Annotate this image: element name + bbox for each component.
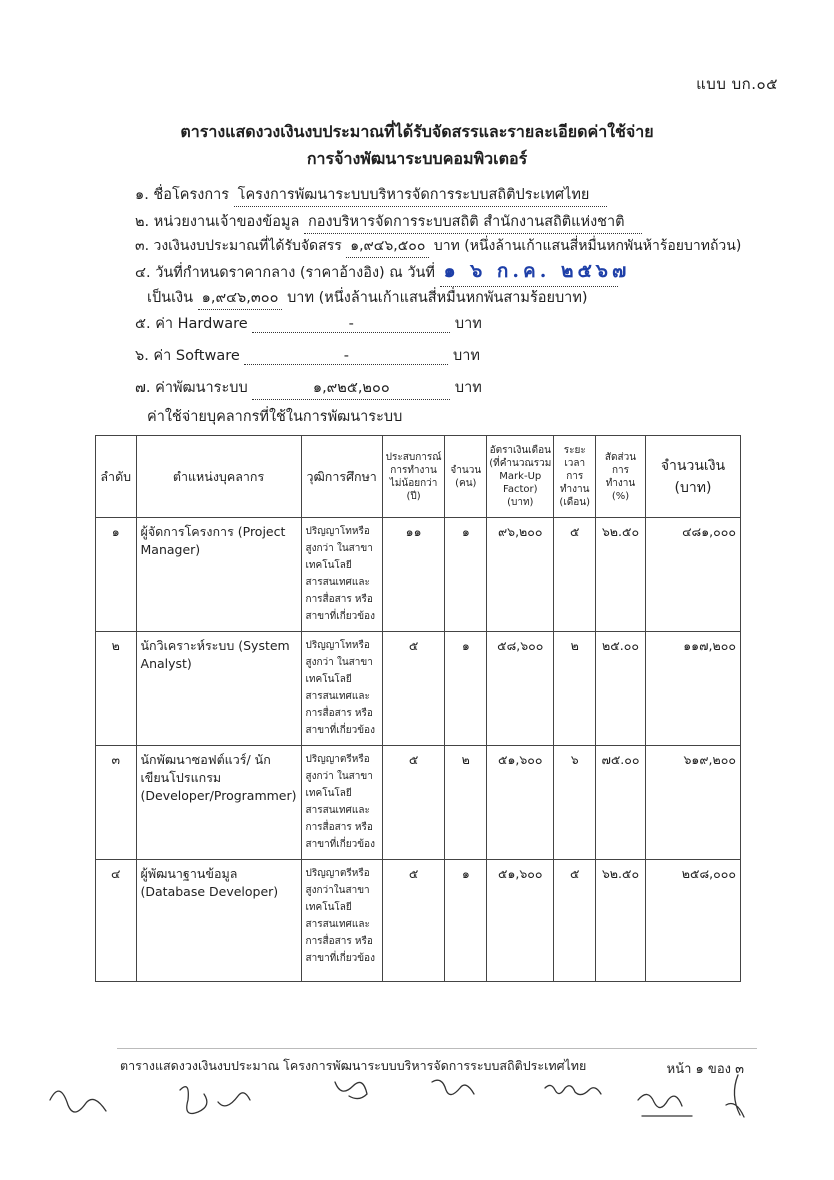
field-hardware: ๕. ค่า Hardware - บาท: [135, 316, 482, 332]
signature-6: [638, 1094, 692, 1116]
refprice-date: ๑ ๖ ก.ค. ๒๕๖๗: [440, 256, 618, 287]
field-dev-cost: ๗. ค่าพัฒนาระบบ ๑,๙๒๕,๒๐๐ บาท: [135, 376, 482, 400]
signature-7: [726, 1075, 744, 1117]
personnel-table: [95, 435, 741, 982]
table-row: ๒ นักวิเคราะห์ระบบ (System Analyst) ปริญญาโทหรือสูงกว่า ในสาขาเทคโนโลยีสารสนเทศและการสื่อสาร หรือสาขาที่เกี่ยวข้อง ๕ ๑ ๕๘,๖๐๐ ๒ ๒๕.๐๐ ๑๑๗,๒๐๐: [96, 632, 741, 746]
signature-4: [432, 1080, 474, 1094]
header-rate: อัตราเงินเดือน (ที่คำนวณรวม Mark-Up Factor) (บาท): [487, 436, 554, 518]
field-refprice: ๔. วันที่กำหนดราคากลาง (ราคาอ้างอิง) ณ วันที่ ๑ ๖ ก.ค. ๒๕๖๗: [135, 256, 618, 287]
table-row: ๔ ผู้พัฒนาฐานข้อมูล (Database Developer) ปริญญาตรีหรือสูงกว่าในสาขาเทคโนโลยีสารสนเทศและการสื่อสาร หรือสาขาที่เกี่ยวข้อง ๕ ๑ ๕๑,๖๐๐ ๕ ๖๒.๕๐ ๒๕๘,๐๐๐: [96, 860, 741, 982]
header-amount: จำนวนเงิน (บาท): [645, 436, 740, 518]
document-subtitle: การจ้างพัฒนาระบบคอมพิวเตอร์: [306, 149, 528, 168]
header-ratio: สัดส่วนการทำงาน (%): [596, 436, 646, 518]
table-row: ๑ ผู้จัดการโครงการ (Project Manager) ปริญญาโทหรือสูงกว่า ในสาขาเทคโนโลยีสารสนเทศและการสื่อสาร หรือสาขาที่เกี่ยวข้อง ๑๑ ๑ ๙๖,๒๐๐ ๕ ๖๒.๕๐ ๔๘๑,๐๐๐: [96, 518, 741, 632]
footer-caption: ตารางแสดงวงเงินงบประมาณ โครงการพัฒนาระบบบริหารจัดการระบบสถิติประเทศไทย: [120, 1058, 587, 1073]
field-project: ๑. ชื่อโครงการ โครงการพัฒนาระบบบริหารจัดการระบบสถิติประเทศไทย: [135, 183, 607, 207]
form-code: แบบ บก.๐๕: [696, 75, 778, 93]
header-duration: ระยะเวลาการทำงาน (เดือน): [554, 436, 596, 518]
signature-5: [545, 1085, 601, 1094]
page-number: หน้า ๑ ของ ๓: [666, 1062, 744, 1077]
header-count: จำนวน (คน): [445, 436, 487, 518]
signature-3: [335, 1082, 367, 1099]
project-value: โครงการพัฒนาระบบบริหารจัดการระบบสถิติประเทศไทย: [234, 183, 607, 207]
header-no: ลำดับ: [96, 436, 137, 518]
software-value: -: [244, 348, 448, 365]
budget-value: ๑,๙๔๖,๕๐๐: [346, 235, 429, 258]
header-position: ตำแหน่งบุคลากร: [136, 436, 301, 518]
header-experience: ประสบการณ์การทำงานไม่น้อยกว่า (ปี): [382, 436, 445, 518]
table-row: ๓ นักพัฒนาซอฟต์แวร์/ นักเขียนโปรแกรม (Developer/Programmer) ปริญญาตรีหรือสูงกว่า ในสาขาเทคโนโลยีสารสนเทศและการสื่อสาร หรือสาขาที่เกี่ยวข้อง ๕ ๒ ๕๑,๖๐๐ ๖ ๗๕.๐๐ ๖๑๙,๒๐๐: [96, 746, 741, 860]
field-agency: ๒. หน่วยงานเจ้าของข้อมูล กองบริหารจัดการระบบสถิติ สำนักงานสถิติแห่งชาติ: [135, 210, 642, 234]
document-title: ตารางแสดงวงเงินงบประมาณที่ได้รับจัดสรรและรายละเอียดค่าใช้จ่าย: [180, 122, 654, 141]
agency-value: กองบริหารจัดการระบบสถิติ สำนักงานสถิติแห่งชาติ: [304, 210, 642, 234]
field-budget: ๓. วงเงินงบประมาณที่ได้รับจัดสรร ๑,๙๔๖,๕๐๐ บาท (หนึ่งล้านเก้าแสนสี่หมื่นหกพันห้าร้อยบาทถ้วน): [135, 235, 741, 258]
signature-1: [50, 1091, 106, 1112]
footer-divider: [117, 1048, 757, 1049]
dev-cost-value: ๑,๙๒๕,๒๐๐: [252, 376, 450, 400]
field-software: ๖. ค่า Software - บาท: [135, 348, 480, 364]
amount-value: ๑,๙๔๖,๓๐๐: [198, 286, 283, 310]
hardware-value: -: [252, 316, 450, 333]
signature-2: [180, 1087, 250, 1114]
signatures: [40, 1070, 760, 1150]
field-amount: เป็นเงิน ๑,๙๔๖,๓๐๐ บาท (หนึ่งล้านเก้าแสนสี่หมื่นหกพันสามร้อยบาท): [147, 286, 588, 310]
header-education: วุฒิการศึกษา: [301, 436, 382, 518]
personnel-heading: ค่าใช้จ่ายบุคลากรที่ใช้ในการพัฒนาระบบ: [147, 409, 403, 425]
